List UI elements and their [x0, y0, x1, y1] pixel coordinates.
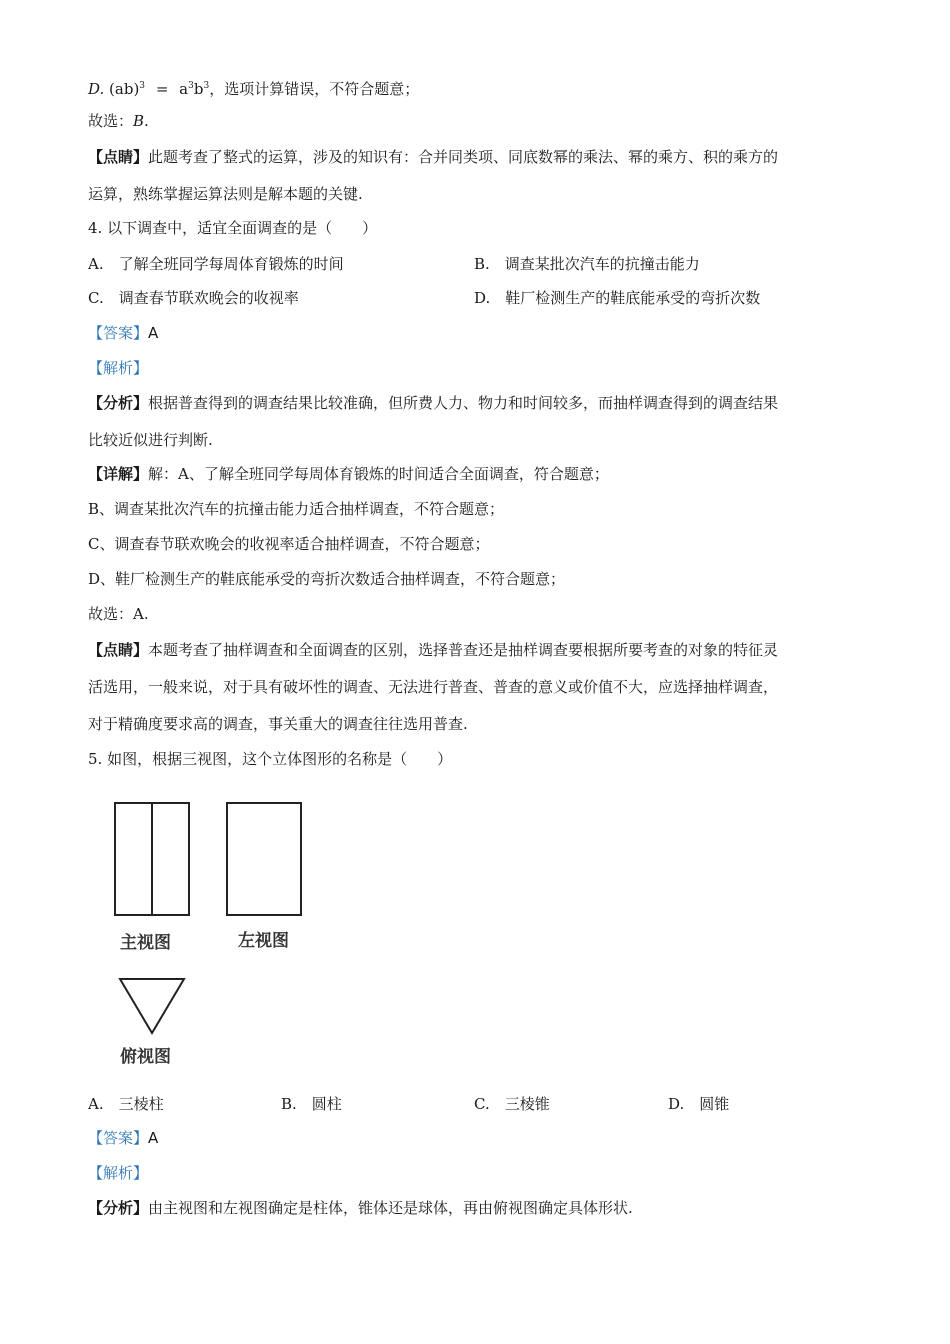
q4-xiangjie-line-3: C、调查春节联欢晚会的收视率适合抽样调查，不符合题意；	[88, 535, 490, 553]
front-view-label: 主视图	[120, 933, 171, 953]
q5-answer-line	[88, 1128, 158, 1148]
q4-fenxi-line-1	[88, 393, 778, 413]
choose-end: .	[144, 112, 149, 130]
q5-option-d: D. 圆锥	[668, 1095, 730, 1113]
choose-label: 故选：	[88, 112, 134, 130]
q3-dianjing-line-2: 运算，熟练掌握运算法则是解本题的关键.	[88, 185, 363, 203]
q5-fenxi-line-1	[88, 1198, 633, 1218]
q4-option-c: C. 调查春节联欢晚会的收视率	[88, 289, 299, 307]
q4-stem: 4. 以下调查中，适宜全面调查的是（ ）	[88, 219, 378, 237]
q4-option-b: B. 调查某批次汽车的抗撞击能力	[474, 255, 700, 273]
q5-option-c: C. 三棱锥	[474, 1095, 550, 1113]
q4-choose-line: 故选：A.	[88, 605, 149, 623]
fenxi-tag: 【分析】	[88, 1199, 149, 1217]
q4-xiangjie-line-1	[88, 464, 609, 484]
answer-value: A	[148, 1129, 159, 1147]
fenxi-tag: 【分析】	[88, 394, 149, 412]
q3-option-d-line	[88, 76, 419, 99]
expr-eq: =	[155, 80, 169, 98]
fenxi-text: 由主视图和左视图确定是柱体，锥体还是球体，再由俯视图确定具体形状.	[148, 1199, 633, 1217]
expr-lhs: (ab)	[109, 80, 140, 98]
exp-3: 3	[203, 81, 210, 91]
q4-jiexi-tag: 【解析】	[88, 359, 149, 377]
answer-tag: 【答案】	[88, 324, 149, 342]
dianjing-tag: 【点睛】	[88, 641, 149, 659]
q3-choose-line	[88, 111, 149, 131]
option-d-suffix: ，选项计算错误，不符合题意；	[209, 80, 420, 98]
left-view-label: 左视图	[238, 931, 289, 951]
top-view-label: 俯视图	[120, 1047, 171, 1067]
q4-answer-line	[88, 323, 158, 343]
q5-jiexi-tag: 【解析】	[88, 1164, 149, 1182]
q4-option-a: A. 了解全班同学每周体育锻炼的时间	[88, 255, 344, 273]
q4-xiangjie-line-2: B、调查某批次汽车的抗撞击能力适合抽样调查，不符合题意；	[88, 500, 505, 518]
choose-answer: B	[133, 112, 145, 130]
q3-dianjing-line-1	[88, 147, 778, 167]
q4-dianjing-line-1	[88, 640, 778, 660]
q5-option-a: A. 三棱柱	[88, 1095, 164, 1113]
q4-fenxi-line-2: 比较近似进行判断.	[88, 431, 213, 449]
q5-stem: 5. 如图，根据三视图，这个立体图形的名称是（ ）	[88, 750, 453, 768]
exp-2: 3	[188, 81, 194, 91]
expr-rhs-a: a	[179, 80, 189, 98]
answer-tag: 【答案】	[88, 1129, 149, 1147]
q5-option-b: B. 圆柱	[281, 1095, 342, 1113]
dianjing-tag: 【点睛】	[88, 148, 149, 166]
triangle-shape	[120, 979, 184, 1033]
fenxi-text: 根据普查得到的调查结果比较准确，但所费人力、物力和时间较多，而抽样调查得到的调查结果	[148, 394, 779, 412]
q4-xiangjie-line-4: D、鞋厂检测生产的鞋底能承受的弯折次数适合抽样调查，不符合题意；	[88, 570, 566, 588]
q4-option-d: D. 鞋厂检测生产的鞋底能承受的弯折次数	[474, 289, 761, 307]
expr-rhs-b: b	[193, 80, 204, 98]
dianjing-text: 此题考查了整式的运算，涉及的知识有：合并同类项、同底数幂的乘法、幂的乘方、积的乘方的	[148, 148, 779, 166]
top-view-triangle	[116, 975, 188, 1039]
three-view-top-row	[110, 800, 310, 920]
xiangjie-text: 解：A、了解全班同学每周体育锻炼的时间适合全面调查，符合题意；	[148, 465, 609, 483]
left-view-rect	[227, 803, 301, 915]
option-d-prefix: D.	[88, 80, 105, 98]
exp-1: 3	[139, 81, 146, 91]
dianjing-text: 本题考查了抽样调查和全面调查的区别，选择普查还是抽样调查要根据所要考查的对象的特征灵	[148, 641, 779, 659]
xiangjie-tag: 【详解】	[88, 465, 149, 483]
answer-value: A	[148, 324, 159, 342]
q4-dianjing-line-3: 对于精确度要求高的调查，事关重大的调查往往选用普查.	[88, 715, 468, 733]
q4-dianjing-line-2: 活选用，一般来说，对于具有破坏性的调查、无法进行普查、普查的意义或价值不大，应选择抽样调查，	[88, 678, 779, 696]
